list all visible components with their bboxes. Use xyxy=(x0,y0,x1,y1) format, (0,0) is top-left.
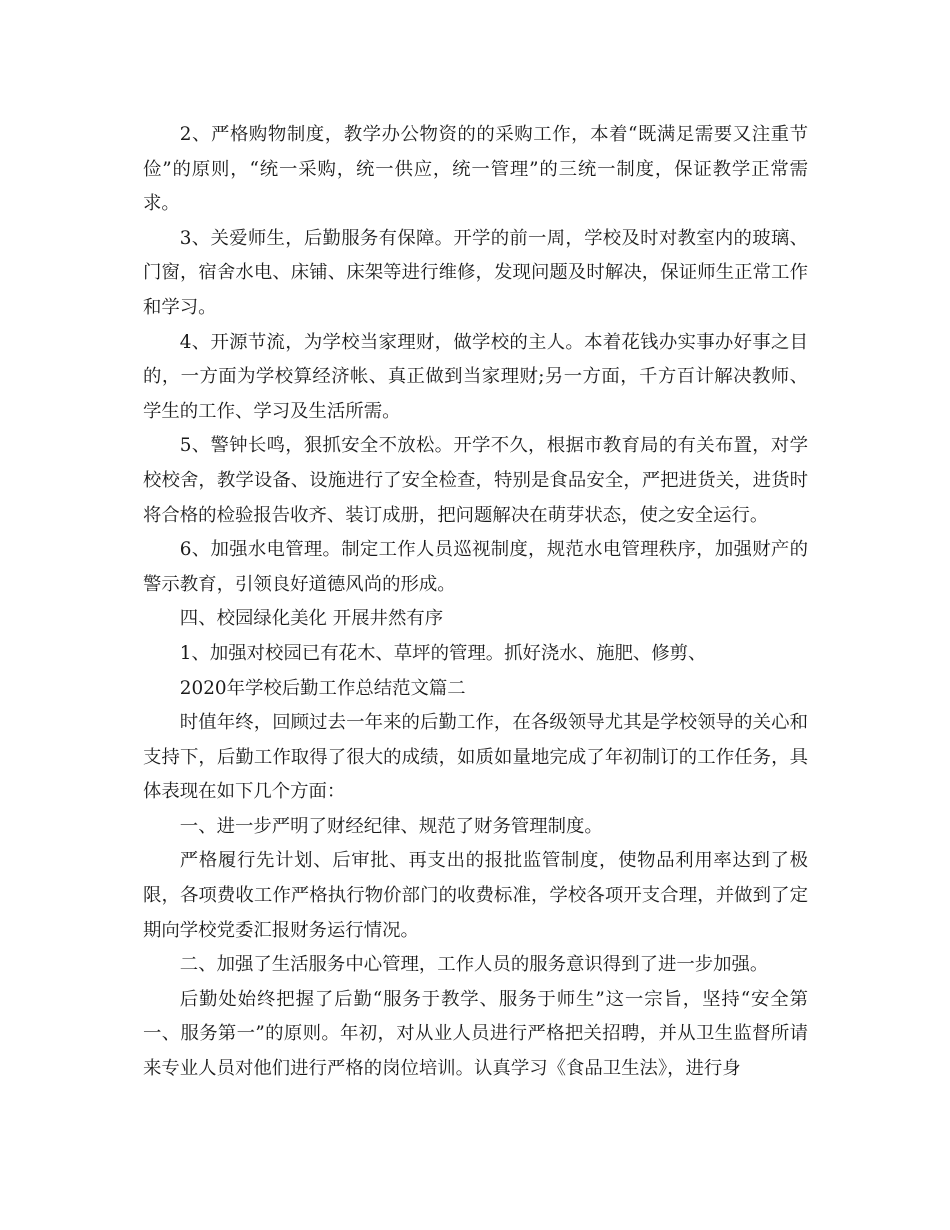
paragraph-purchasing-system: 2、严格购物制度，教学办公物资的的采购工作，本着“既满足需要又注重节俭”的原则，“统一采购，统一供应，统一管理”的三统一制度，保证教学正常需求。 xyxy=(143,124,808,215)
paragraph-care-teachers-students: 3、关爱师生，后勤服务有保障。开学的前一周，学校及时对教室内的玻璃、门窗，宿舍水电、床铺、床架等进行维修，发现问题及时解决，保证师生正常工作和学习。 xyxy=(143,227,808,318)
paragraph-safety: 5、警钟长鸣，狠抓安全不放松。开学不久，根据市教育局的有关布置，对学校校舍，教学设备、设施进行了安全检查，特别是食品安全，严把进货关，进货时将合格的检验报告收齐、装订成册，把问题解决在萌芽状态，使之安全运行。 xyxy=(143,435,808,526)
article-title-part-two: 2020年学校后勤工作总结范文篇二 xyxy=(179,677,466,699)
paragraph-water-electricity: 6、加强水电管理。制定工作人员巡视制度，规范水电管理秩序，加强财产的警示教育，引领良好道德风尚的形成。 xyxy=(143,539,808,595)
document-body xyxy=(143,118,808,1087)
section-heading-finance: 一、进一步严明了财经纪律、规范了财务管理制度。 xyxy=(179,815,603,837)
section-heading-greening: 四、校园绿化美化 开展井然有序 xyxy=(179,608,444,630)
section-heading-service-center: 二、加强了生活服务中心管理，工作人员的服务意识得到了进一步加强。 xyxy=(179,954,769,976)
paragraph-year-end-review: 时值年终，回顾过去一年来的后勤工作，在各级领导尤其是学校领导的关心和支持下，后勤工作取得了很大的成绩，如质如量地完成了年初制订的工作任务，具体表现在如下几个方面： xyxy=(143,712,808,803)
paragraph-open-source-save: 4、开源节流，为学校当家理财，做学校的主人。本着花钱办实事办好事之目的，一方面为学校算经济帐、真正做到当家理财;另一方面，千方百计解决教师、学生的工作、学习及生活所需。 xyxy=(143,331,808,422)
paragraph-service-principle: 后勤处始终把握了后勤“服务于教学、服务于师生”这一宗旨，坚持“安全第一、服务第一”的原则。年初，对从业人员进行严格把关招聘，并从卫生监督所请来专业人员对他们进行严格的岗位培训。认真学习《食品卫生法》，进行身 xyxy=(143,988,808,1080)
paragraph-lawn-management: 1、加强对校园已有花木、草坪的管理。抓好浇水、施肥、修剪、 xyxy=(179,642,707,664)
paragraph-approval-system: 严格履行先计划、后审批、再支出的报批监管制度，使物品利用率达到了极限，各项费收工作严格执行物价部门的收费标准，学校各项开支合理，并做到了定期向学校党委汇报财务运行情况。 xyxy=(143,850,808,941)
